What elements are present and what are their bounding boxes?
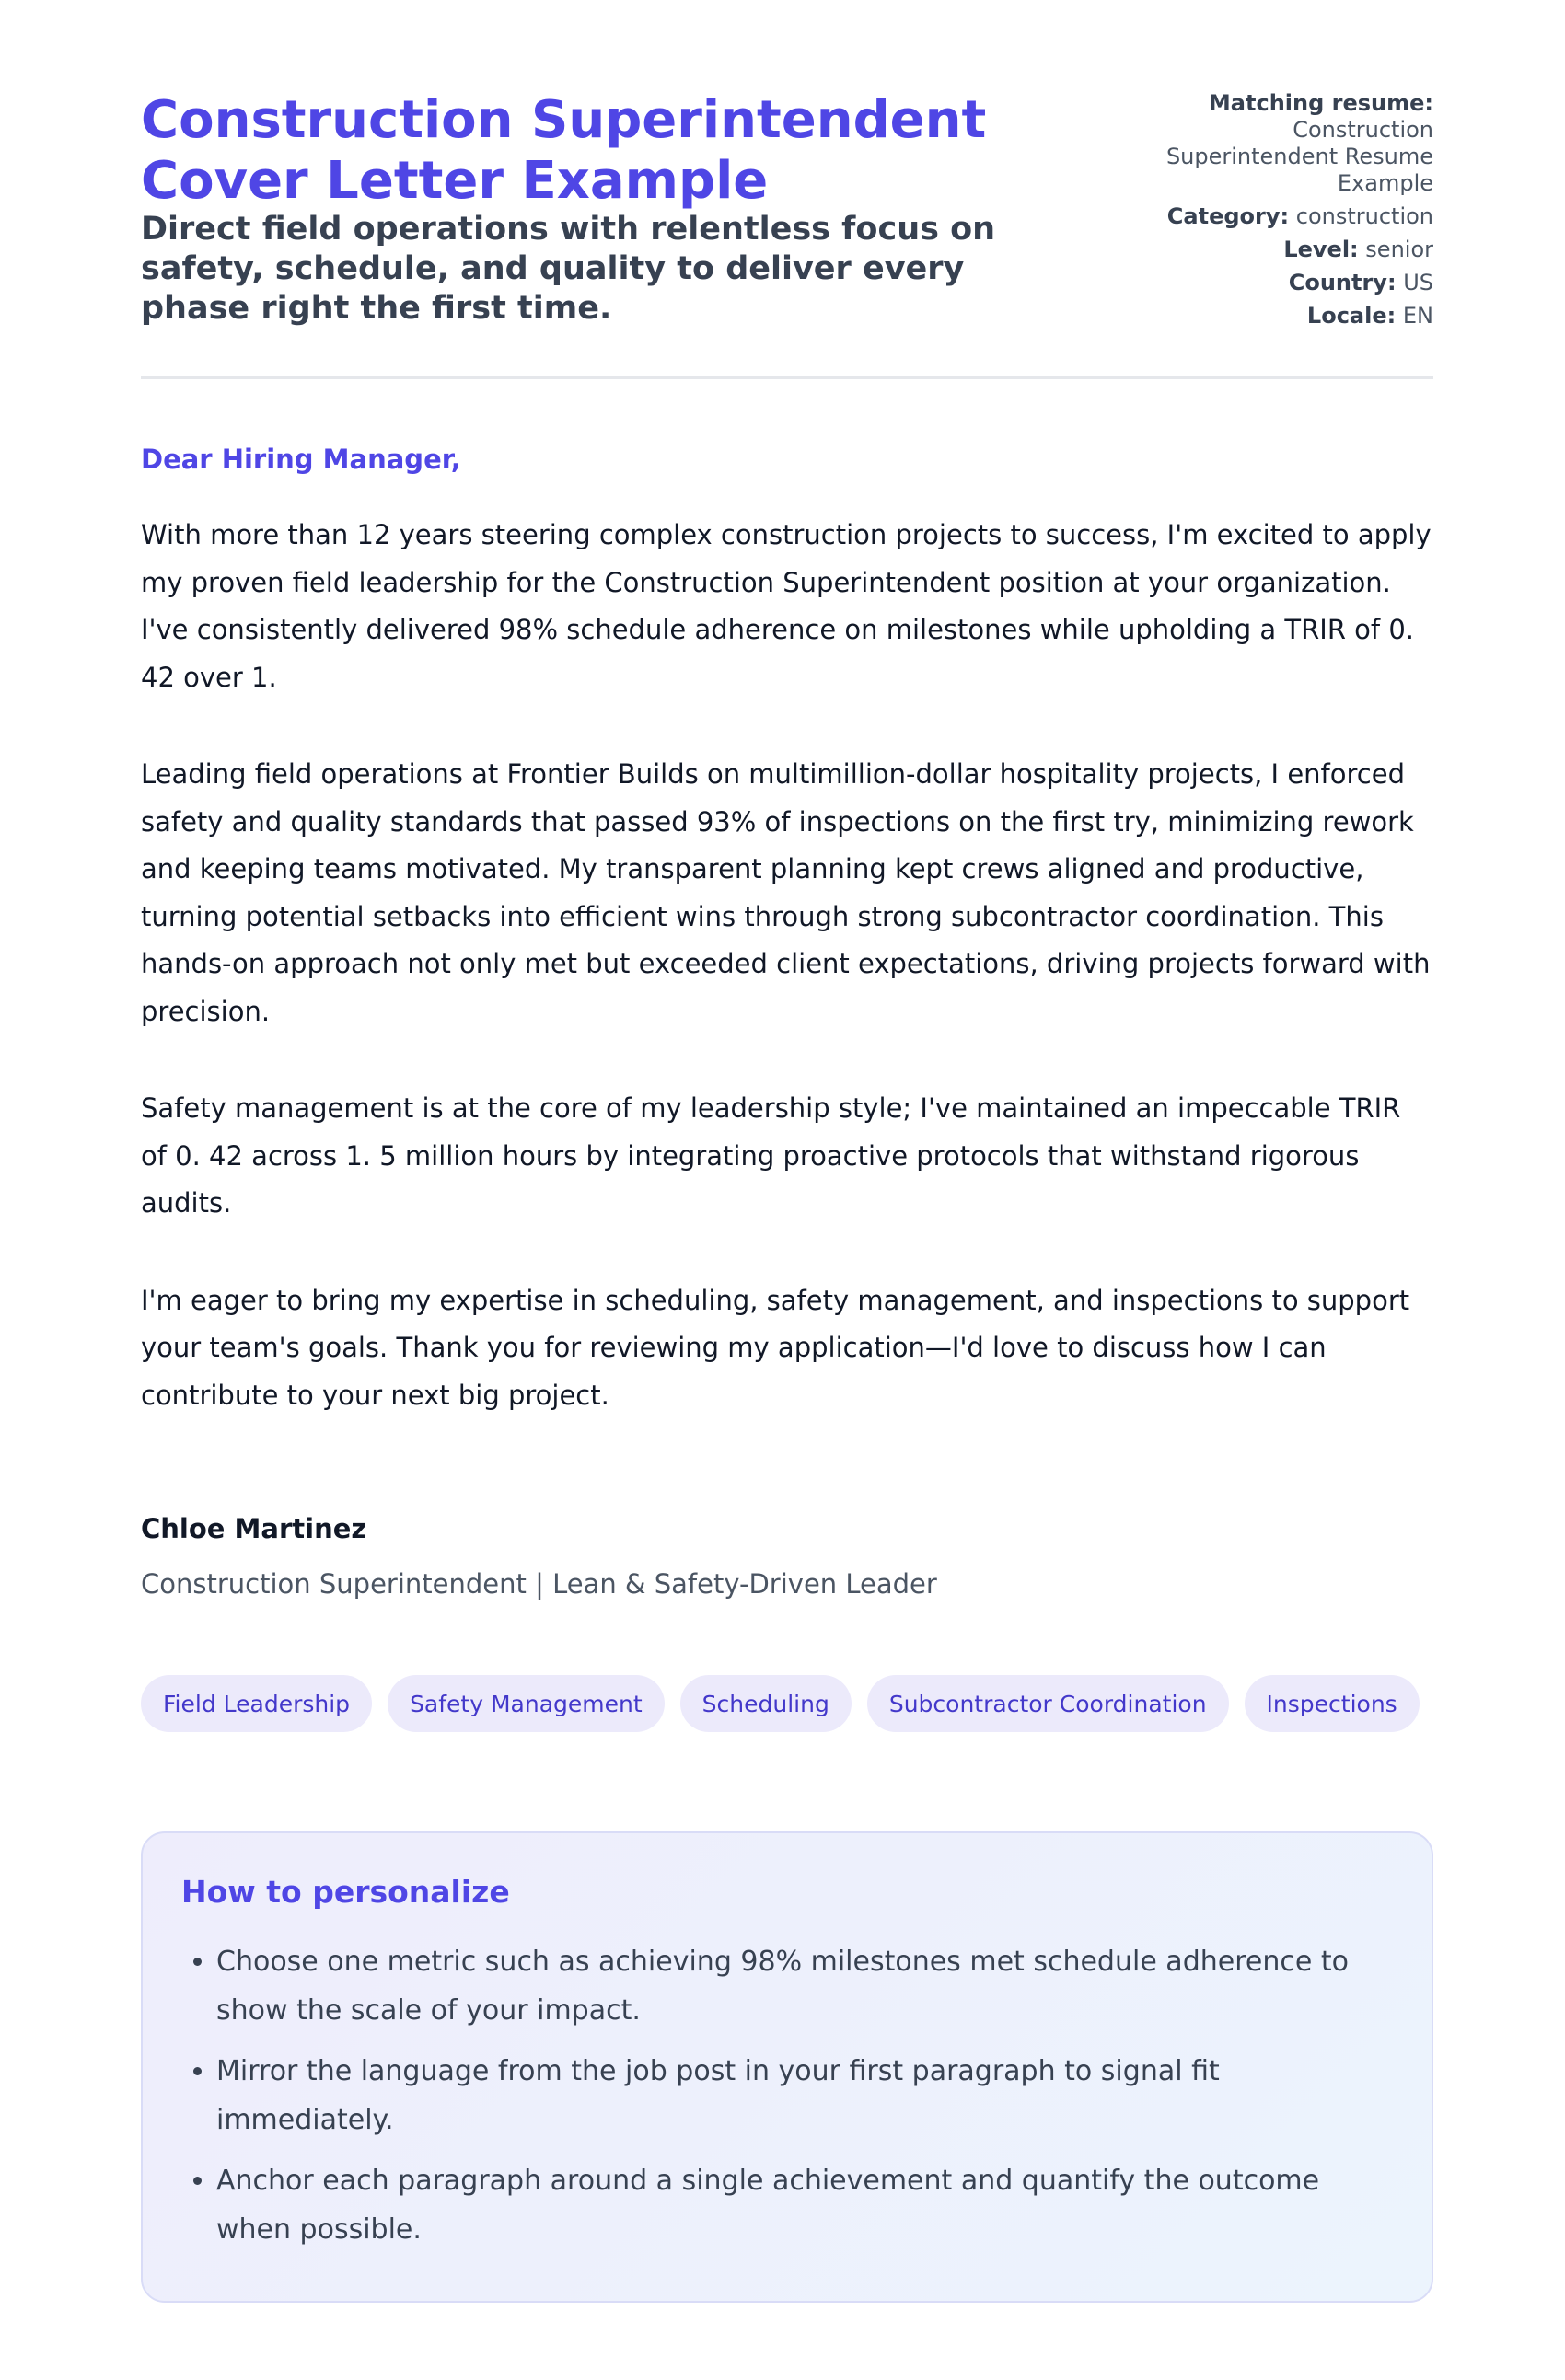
tips-list xyxy=(181,1937,1393,2254)
header xyxy=(141,90,1433,379)
page-subtitle: Direct field operations with relentless focus on safety, schedule, and quality to deliver every phase right the first time. xyxy=(141,211,996,327)
letter-paragraph: Safety management is at the core of my leadership style; I've maintained an impeccable TRIR of 0. 42 across 1. 5 million hours by integrating proactive protocols that withstand rigorous audits. xyxy=(141,1092,1401,1219)
letter-greeting: Dear Hiring Manager, xyxy=(141,444,461,475)
meta-value: Construction Superintendent Resume Example xyxy=(1165,117,1433,196)
skill-tag: Subcontractor Coordination xyxy=(867,1675,1229,1732)
meta-locale xyxy=(1157,303,1433,329)
meta-category xyxy=(1157,203,1433,230)
skill-tag: Field Leadership xyxy=(141,1675,372,1732)
skill-tag: Safety Management xyxy=(388,1675,665,1732)
meta-matching-resume xyxy=(1157,90,1433,197)
meta-label: Level: xyxy=(1283,237,1359,262)
letter-paragraph: With more than 12 years steering complex construction projects to success, I'm excited to apply my proven field leadership for the Construction Superintendent position at your organization. I've consistently delivered 98% schedule adherence on milestones while upholding a TRIR of 0. 42 over 1. xyxy=(141,519,1432,693)
skill-tags xyxy=(141,1675,1433,1732)
tip-item: • Anchor each paragraph around a single achievement and quantify the outcome when possible. xyxy=(216,2156,1393,2254)
meta-country xyxy=(1157,270,1433,296)
personalize-tips-box xyxy=(141,1831,1433,2303)
tips-heading: How to personalize xyxy=(181,1874,510,1910)
tip-item: • Choose one metric such as achieving 98% milestones met schedule adherence to show the scale of your impact. xyxy=(216,1937,1393,2035)
title-block xyxy=(141,90,1071,329)
skill-tag: Inspections xyxy=(1245,1675,1420,1732)
letter-paragraph: I'm eager to bring my expertise in scheduling, safety management, and inspections to support your team's goals. Thank you for reviewing my application—I'd love to discuss how I can contribute to your next big project. xyxy=(141,1284,1410,1411)
meta-level xyxy=(1157,237,1433,263)
meta-value: senior xyxy=(1365,237,1433,262)
metadata-panel xyxy=(1157,90,1433,336)
signature-name: Chloe Martinez xyxy=(141,1513,367,1544)
signature-role: Construction Superintendent | Lean & Safety-Driven Leader xyxy=(141,1568,937,1600)
skill-tag: Scheduling xyxy=(680,1675,852,1732)
meta-value: construction xyxy=(1295,203,1433,229)
meta-label: Category: xyxy=(1166,203,1290,229)
page-title: Construction Superintendent Cover Letter Example xyxy=(141,90,987,211)
letter-paragraph: Leading field operations at Frontier Builds on multimillion-dollar hospitality projects, I enforced safety and quality standards that passed 93% of inspections on the first try, minimizing rework and keeping teams motivated. My transparent planning kept crews aligned and productive, turning potential setbacks into efficient wins through strong subcontractor coordination. This hands-on approach not only met but exceeded client expectations, driving projects forward with precision. xyxy=(141,758,1431,1027)
meta-value: US xyxy=(1403,270,1433,295)
meta-label: Locale: xyxy=(1306,303,1397,329)
meta-label: Country: xyxy=(1288,270,1397,295)
meta-value: EN xyxy=(1402,303,1433,329)
tip-item: • Mirror the language from the job post in your first paragraph to signal fit immediately. xyxy=(216,2047,1393,2144)
meta-label: Matching resume: xyxy=(1208,90,1433,116)
